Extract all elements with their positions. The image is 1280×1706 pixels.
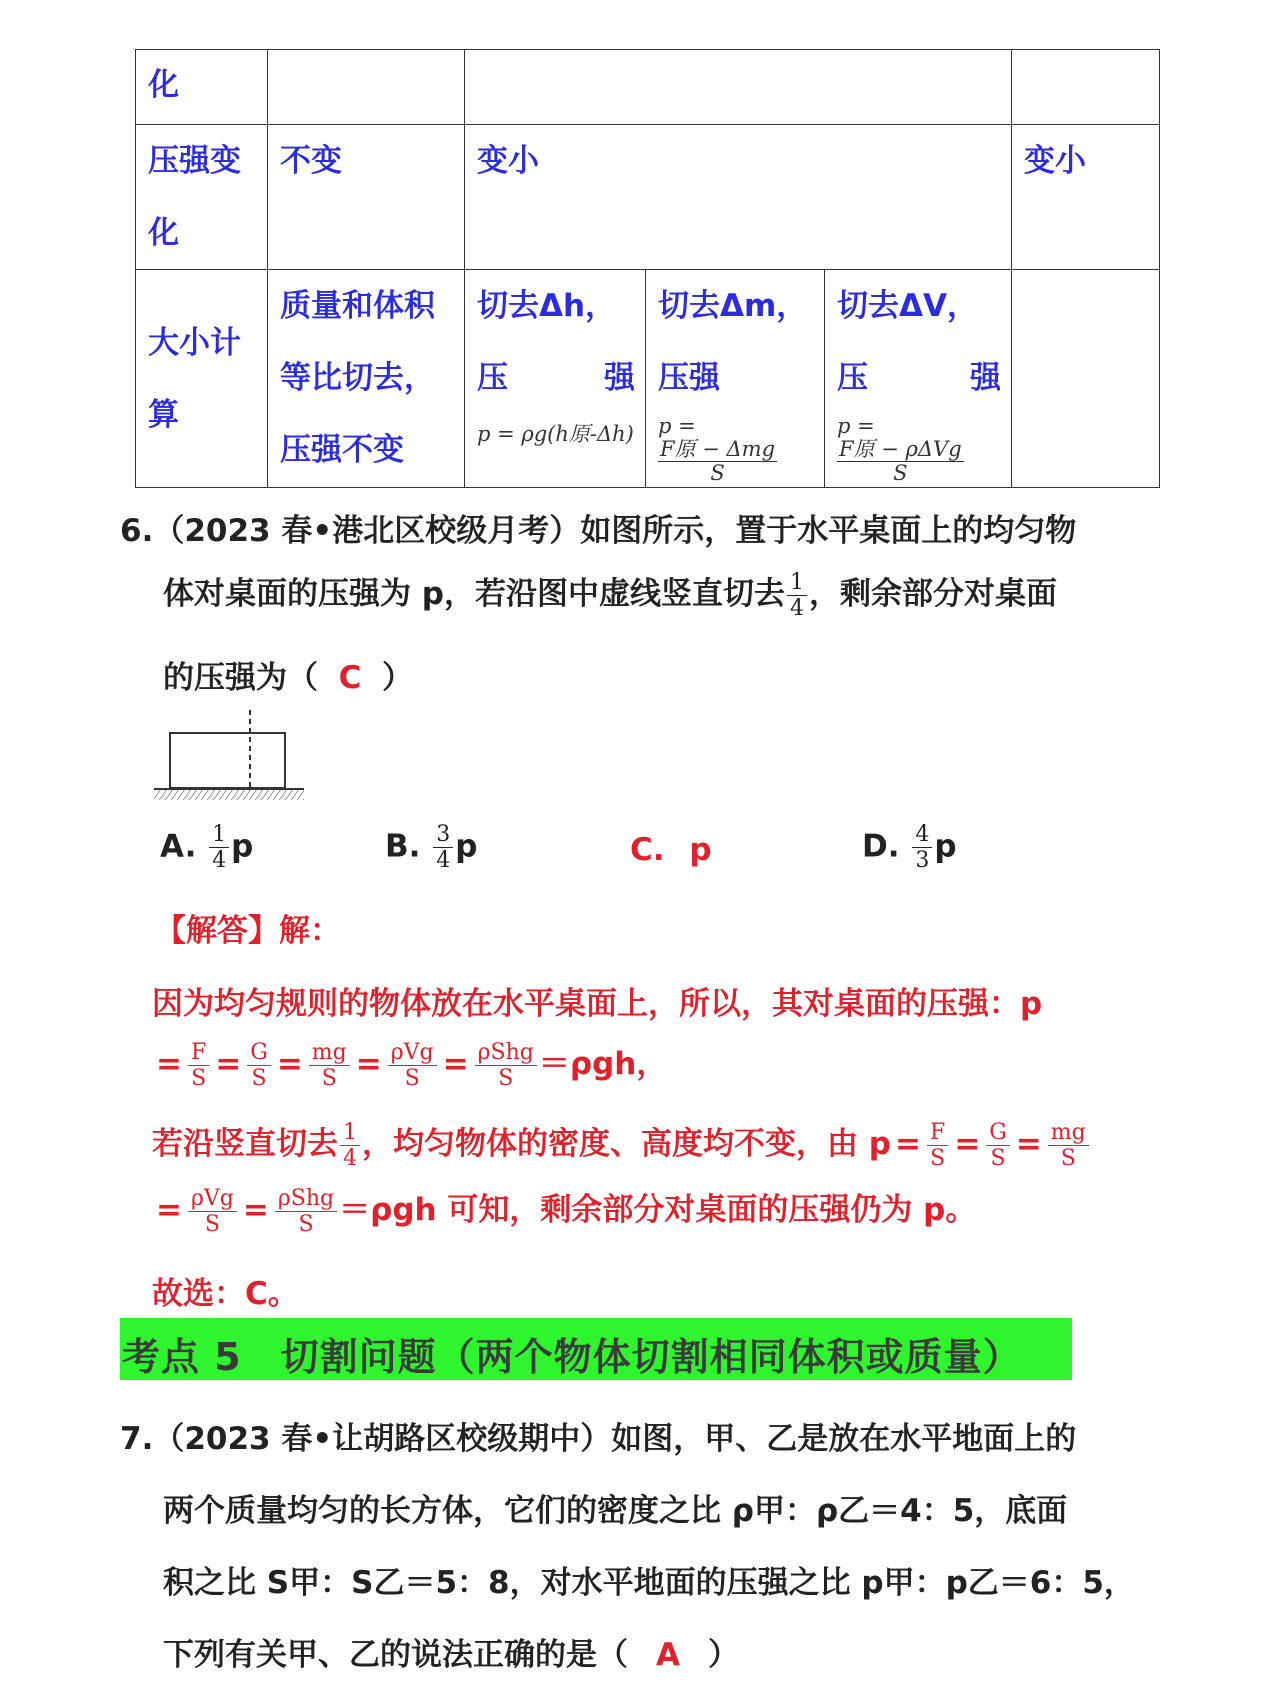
equals-sign: = xyxy=(442,1046,469,1082)
block-on-table-diagram xyxy=(150,710,310,810)
empty-cell xyxy=(1012,270,1160,488)
fraction-denominator: S xyxy=(404,1066,420,1091)
formula-lhs: p = xyxy=(837,414,875,438)
fraction xyxy=(927,1120,948,1172)
fraction xyxy=(309,1040,350,1092)
fraction-numerator: 4 xyxy=(912,822,932,848)
equals-sign: = xyxy=(954,1126,981,1162)
formula-cut-volume xyxy=(837,414,1001,485)
cell-word: 压 xyxy=(837,360,868,396)
cell-line: 质量和体积 xyxy=(280,288,435,324)
row-label: 化 xyxy=(148,67,179,103)
q6-text: 的压强为（ xyxy=(163,660,318,696)
fraction-denominator: 3 xyxy=(915,848,930,874)
q6-line3 xyxy=(163,652,413,697)
q6-text: 体对桌面的压强为 p，若沿图中虚线竖直切去 xyxy=(163,576,785,612)
option-c[interactable] xyxy=(630,832,712,868)
equals-sign: = xyxy=(1015,1126,1042,1162)
solution-line1: 因为均匀规则的物体放在水平桌面上，所以，其对桌面的压强：p xyxy=(152,986,1043,1022)
fraction-numerator: ρVg xyxy=(188,1186,237,1212)
label-line: 化 xyxy=(148,215,179,251)
fraction xyxy=(986,1120,1010,1172)
q7-line2: 两个质量均匀的长方体，它们的密度之比 ρ甲：ρ乙＝4：5，底面 xyxy=(163,1493,1068,1529)
cell-word: 强 xyxy=(970,360,1001,396)
fraction-numerator: F xyxy=(927,1120,948,1146)
row-label-change-top xyxy=(136,50,268,125)
fraction-denominator: S xyxy=(930,1146,946,1171)
option-label: A. xyxy=(160,828,197,865)
cell-text: 变小 xyxy=(1024,143,1086,179)
equation-chain xyxy=(891,1119,1091,1171)
fraction-denominator: S xyxy=(990,1146,1006,1171)
fraction-denominator: 4 xyxy=(343,1146,357,1171)
q7-line3: 积之比 S甲：S乙＝5：8，对水平地面的压强之比 p甲：p乙＝6：5， xyxy=(163,1565,1135,1601)
fraction-numerator: mg xyxy=(309,1040,350,1066)
fraction xyxy=(475,1040,537,1092)
label-line: 大小计 xyxy=(148,324,241,361)
cell-cut-height xyxy=(465,270,646,488)
cell-word: 强 xyxy=(604,360,635,396)
q7-text: 下列有关甲、乙的说法正确的是（ xyxy=(163,1637,628,1673)
block-rect xyxy=(170,733,285,788)
option-text: p xyxy=(231,828,254,865)
fraction-denominator: S xyxy=(321,1066,337,1091)
option-label: C. xyxy=(630,832,665,868)
empty-cell xyxy=(465,50,1012,125)
fraction xyxy=(247,1040,271,1092)
cell-cut-mass xyxy=(646,270,825,488)
solution-header: 【解答】解： xyxy=(155,913,341,949)
option-text: p xyxy=(455,828,478,865)
q6-line2 xyxy=(163,568,1057,621)
cell-text: 不变 xyxy=(280,143,342,179)
fraction xyxy=(188,1186,237,1238)
fraction-numerator: 3 xyxy=(433,822,453,848)
row-label-calc xyxy=(136,270,268,488)
q7-line4 xyxy=(163,1629,739,1674)
fraction-denominator: 4 xyxy=(212,848,227,874)
cell-unchanged xyxy=(268,125,465,270)
banner-text: 考点 5 切割问题（两个物体切割相同体积或质量） xyxy=(122,1335,1022,1379)
label-line: 算 xyxy=(148,396,179,433)
fraction-denominator: S xyxy=(251,1066,267,1091)
fraction-denominator: S xyxy=(204,1212,220,1237)
fraction-denominator: S xyxy=(191,1066,207,1091)
option-label: D. xyxy=(862,828,900,865)
q7-answer: A xyxy=(656,1637,680,1673)
cell-line: 切去Δh， xyxy=(477,288,617,324)
fraction-numerator: ρShg xyxy=(275,1186,337,1212)
equation-chain xyxy=(152,1185,339,1237)
equals-sign: = xyxy=(894,1126,921,1162)
cell-text: 变小 xyxy=(477,143,539,179)
row-label-pressure-change xyxy=(136,125,268,270)
fraction-numerator: G xyxy=(986,1120,1010,1146)
equals-sign: = xyxy=(156,1192,182,1228)
q6-text: ，剩余部分对桌面 xyxy=(808,576,1057,612)
equals-sign: = xyxy=(215,1046,242,1082)
solution-conclusion: 故选：C。 xyxy=(152,1276,299,1312)
formula-numerator: F原 − ρΔVg xyxy=(839,437,962,461)
formula-numerator: F原 − Δmg xyxy=(660,437,776,461)
cell-proportional-cut xyxy=(268,270,465,488)
option-b[interactable] xyxy=(385,822,477,874)
fraction-denominator: S xyxy=(498,1066,514,1091)
fraction-numerator: 1 xyxy=(787,570,807,596)
q7-text: ） xyxy=(708,1637,739,1673)
cell-line: 压强不变 xyxy=(280,432,404,468)
empty-cell xyxy=(1012,50,1160,125)
equation-chain xyxy=(152,1039,539,1091)
formula-cut-height: p = ρg(h原-Δh) xyxy=(477,422,634,446)
fraction-numerator: ρShg xyxy=(475,1040,537,1066)
formula-lhs: p = xyxy=(658,414,696,438)
q6-text: ） xyxy=(382,660,413,696)
equation-end: ＝ρgh， xyxy=(538,1046,668,1082)
q6-answer: C xyxy=(338,660,362,696)
formula-denominator: S xyxy=(893,461,908,486)
equals-sign: = xyxy=(355,1046,382,1082)
fraction-denominator: 4 xyxy=(436,848,451,874)
solution-text: 若沿竖直切去 xyxy=(152,1126,338,1162)
solution-eq1 xyxy=(152,1038,667,1091)
solution-eq3 xyxy=(152,1184,976,1237)
topic-banner xyxy=(120,1318,1072,1380)
fraction-numerator: mg xyxy=(1048,1120,1089,1146)
table-hatch xyxy=(154,790,304,800)
option-label: B. xyxy=(385,828,421,865)
equals-sign: = xyxy=(242,1192,269,1228)
equals-sign: = xyxy=(276,1046,303,1082)
fraction-numerator: ρVg xyxy=(388,1040,437,1066)
cell-decrease-right xyxy=(1012,125,1160,270)
fraction-numerator: G xyxy=(247,1040,271,1066)
cell-line: 切去Δm， xyxy=(658,288,808,324)
option-text: p xyxy=(689,832,712,868)
cell-line: 等比切去， xyxy=(280,360,435,396)
equals-sign: = xyxy=(156,1046,182,1082)
fraction xyxy=(388,1040,437,1092)
option-a[interactable] xyxy=(160,822,253,874)
fraction-denominator: S xyxy=(298,1212,314,1237)
cell-line: 压强 xyxy=(658,360,720,396)
comparison-table xyxy=(135,49,1160,488)
q7-line1: 7.（2023 春•让胡路区校级期中）如图，甲、乙是放在水平地面上的 xyxy=(120,1421,1077,1457)
cell-cut-volume xyxy=(825,270,1012,488)
q6-line1: 6.（2023 春•港北区校级月考）如图所示，置于水平桌面上的均匀物 xyxy=(120,513,1077,549)
fraction-numerator: 1 xyxy=(209,822,229,848)
fraction xyxy=(1048,1120,1089,1172)
solution-line3 xyxy=(152,1118,1091,1171)
equation-end: ＝ρgh 可知，剩余部分对桌面的压强仍为 p。 xyxy=(339,1192,977,1228)
fraction-numerator: 1 xyxy=(340,1120,360,1146)
cell-decrease xyxy=(465,125,1012,270)
fraction-denominator: S xyxy=(1060,1146,1076,1171)
fraction xyxy=(275,1186,337,1238)
empty-cell xyxy=(268,50,465,125)
fraction-denominator: 4 xyxy=(789,596,804,621)
cell-word: 压 xyxy=(477,360,508,396)
fraction-numerator: F xyxy=(188,1040,209,1066)
formula-cut-mass xyxy=(658,414,814,485)
formula-denominator: S xyxy=(710,461,725,486)
cell-line: 切去ΔV， xyxy=(837,288,978,324)
fraction xyxy=(188,1040,209,1092)
label-line: 压强变 xyxy=(148,143,241,179)
option-text: p xyxy=(934,828,957,865)
option-d[interactable] xyxy=(862,822,957,874)
solution-text: ，均匀物体的密度、高度均不变，由 p xyxy=(362,1126,891,1162)
